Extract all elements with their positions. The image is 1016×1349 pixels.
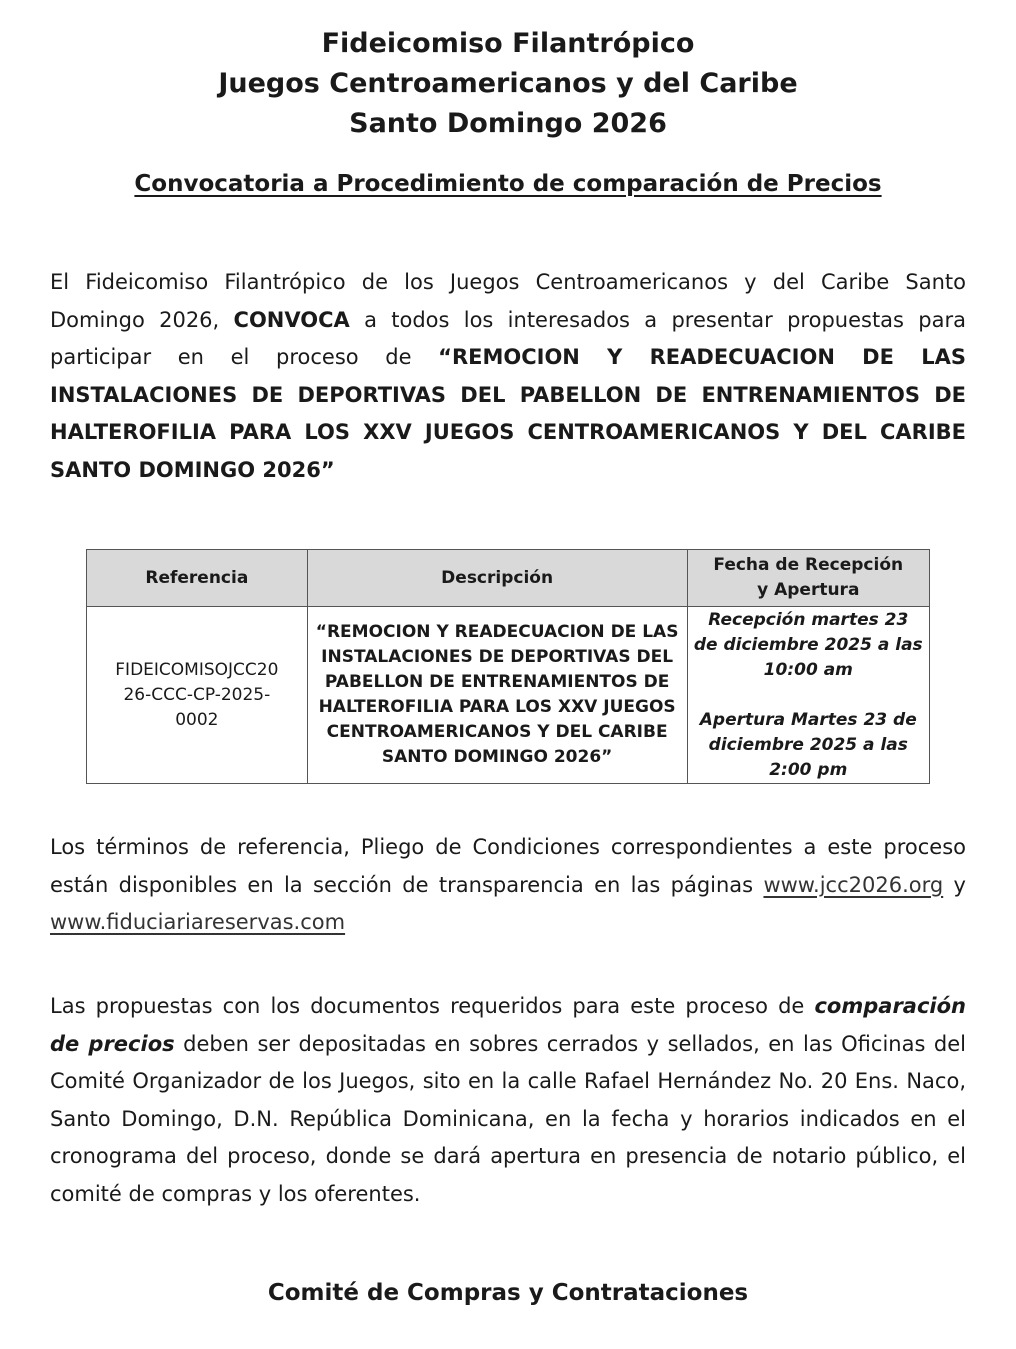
document-subtitle <box>0 168 1016 200</box>
intro-process-title: “REMOCION Y READECUACION DE LAS INSTALACIONES DE DEPORTIVAS DEL PABELLON DE ENTRENAMIENTOS DE HALTEROFILIA PARA LOS XXV JUEGOS CENTROAMERICANOS Y DEL CARIBE SANTO DOMINGO 2026” <box>50 345 966 482</box>
intro-text-2: a todos los interesados a presentar propuestas para participar en el proceso de <box>50 307 966 369</box>
terms-connector: y <box>943 872 966 897</box>
link-fiduciariareservas[interactable]: www.fiduciariareservas.com <box>50 910 346 934</box>
proposals-emphasis: comparación de precios <box>50 994 966 1056</box>
ref-line-1: FIDEICOMISOJCC20 <box>115 659 279 680</box>
header-date-line-2: y Apertura <box>757 580 860 600</box>
reception-date: Recepción martes 23 de diciembre 2025 a las 10:00 am <box>693 609 923 680</box>
link-jcc2026[interactable]: www.jcc2026.org <box>763 872 944 897</box>
terms-paragraph <box>50 829 966 942</box>
ref-line-2: 26-CCC-CP-2025- <box>123 684 271 705</box>
opening-date: Apertura Martes 23 de diciembre 2025 a las 2:00 pm <box>699 709 917 780</box>
cell-reference <box>87 607 308 784</box>
header-line-3: Santo Domingo 2026 <box>349 108 667 139</box>
header-description: Descripción <box>307 550 687 607</box>
subtitle-text: Convocatoria a Procedimiento de comparación de Precios <box>134 171 882 197</box>
header-reference: Referencia <box>87 550 308 607</box>
process-table <box>86 549 930 784</box>
terms-text: Los términos de referencia, Pliego de Condiciones correspondientes a este proceso están disponibles en la sección de transparencia en las páginas <box>50 835 966 897</box>
date-spacer <box>694 683 923 708</box>
cell-description: “REMOCION Y READECUACION DE LAS INSTALACIONES DE DEPORTIVAS DEL PABELLON DE ENTRENAMIENTOS DE HALTEROFILIA PARA LOS XXV JUEGOS CENTROAMERICANOS Y DEL CARIBE SANTO DOMINGO 2026” <box>307 607 687 784</box>
signature-committee: Comité de Compras y Contrataciones <box>267 1280 749 1306</box>
proposals-text-2: deben ser depositadas en sobres cerrados y sellados, en las Oficinas del Comité Organizador de los Juegos, sito en la calle Rafael Hernández No. 20 Ens. Naco, Santo Domingo, D.N. República Dominicana, en la fecha y horarios indicados en el cronograma del proceso, donde se dará apertura en presencia de notario público, el comité de compras y los oferentes. <box>50 1031 966 1206</box>
header-line-1: Fideicomiso Filantrópico <box>321 28 695 59</box>
proposals-paragraph <box>50 988 966 1213</box>
intro-text-1: El Fideicomiso Filantrópico de los Juegos Centroamericanos y del Caribe Santo Domingo 2026, <box>50 270 966 332</box>
header-date-line-1: Fecha de Recepción <box>713 555 904 575</box>
intro-convoca: CONVOCA <box>233 307 350 332</box>
intro-paragraph <box>50 264 966 489</box>
table-row <box>87 607 930 784</box>
header-date <box>687 550 929 607</box>
table-header-row <box>87 550 930 607</box>
document-header <box>0 24 1016 144</box>
ref-line-3: 0002 <box>175 709 219 730</box>
header-line-2: Juegos Centroamericanos y del Caribe <box>218 68 798 99</box>
cell-dates <box>687 607 929 784</box>
proposals-text-1: Las propuestas con los documentos requeridos para este proceso de <box>50 994 815 1018</box>
